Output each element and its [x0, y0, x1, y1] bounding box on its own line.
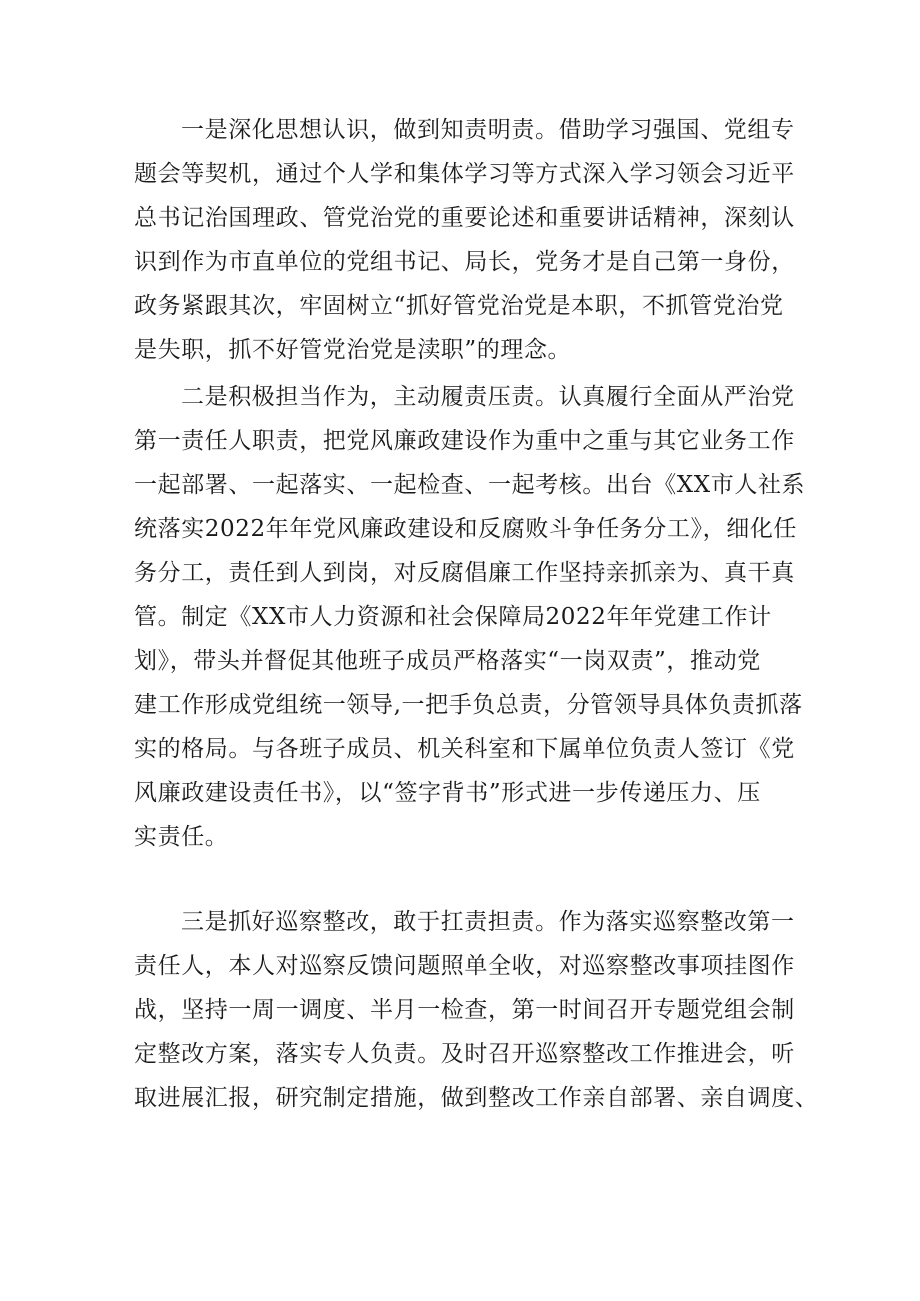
- text-line: 统落实2022年年党风廉政建设和反腐败斗争任务分工》，细化任: [134, 516, 798, 542]
- text-line: 总书记治国理政、管党治党的重要论述和重要讲话精神，深刻认: [134, 205, 795, 231]
- text-line: 定整改方案，落实专人负责。及时召开巡察整改工作推进会，听: [134, 1041, 795, 1067]
- text-line: 是失职，抓不好管党治党是渎职”的理念。: [134, 337, 572, 363]
- text-line: 第一责任人职责，把党风廉政建设作为重中之重与其它业务工作: [134, 428, 795, 454]
- text-line: 一是深化思想认识，做到知责明责。借助学习强国、党组专: [181, 117, 795, 143]
- text-line: 实责任。: [134, 824, 229, 850]
- text-line: 建工作形成党组统一领导,一把手负总责，分管领导具体负责抓落: [134, 692, 803, 718]
- text-line: 务分工，责任到人到岗，对反腐倡廉工作坚持亲抓亲为、真干真: [134, 560, 795, 586]
- text-line: 政务紧跟其次，牢固树立“抓好管党治党是本职，不抓管党治党: [134, 293, 784, 319]
- text-line: 识到作为市直单位的党组书记、局长，党务才是自己第一身份，: [134, 249, 795, 275]
- text-line: 二是积极担当作为，主动履责压责。认真履行全面从严治党: [181, 384, 795, 410]
- text-line: 战，坚持一周一调度、半月一检查，第一时间召开专题党组会制: [134, 997, 795, 1023]
- text-line: 取进展汇报，研究制定措施，做到整改工作亲自部署、亲自调度、: [134, 1085, 819, 1111]
- text-line: 责任人，本人对巡察反馈问题照单全收，对巡察整改事项挂图作: [134, 953, 795, 979]
- text-line: 题会等契机，通过个人学和集体学习等方式深入学习领会习近平: [134, 161, 795, 187]
- text-line: 三是抓好巡察整改，敢于扛责担责。作为落实巡察整改第一: [181, 909, 795, 935]
- text-line: 管。制定《XX市人力资源和社会保障局2022年年党建工作计: [134, 604, 772, 630]
- text-line: 实的格局。与各班子成员、机关科室和下属单位负责人签订《党: [134, 736, 795, 762]
- text-line: 划》，带头并督促其他班子成员严格落实“一岗双责”，推动党: [134, 648, 761, 674]
- text-line: 一起部署、一起落实、一起检查、一起考核。出台《XX市人社系: [134, 472, 806, 498]
- text-line: 风廉政建设责任书》，以“签字背书”形式进一步传递压力、压: [134, 780, 761, 806]
